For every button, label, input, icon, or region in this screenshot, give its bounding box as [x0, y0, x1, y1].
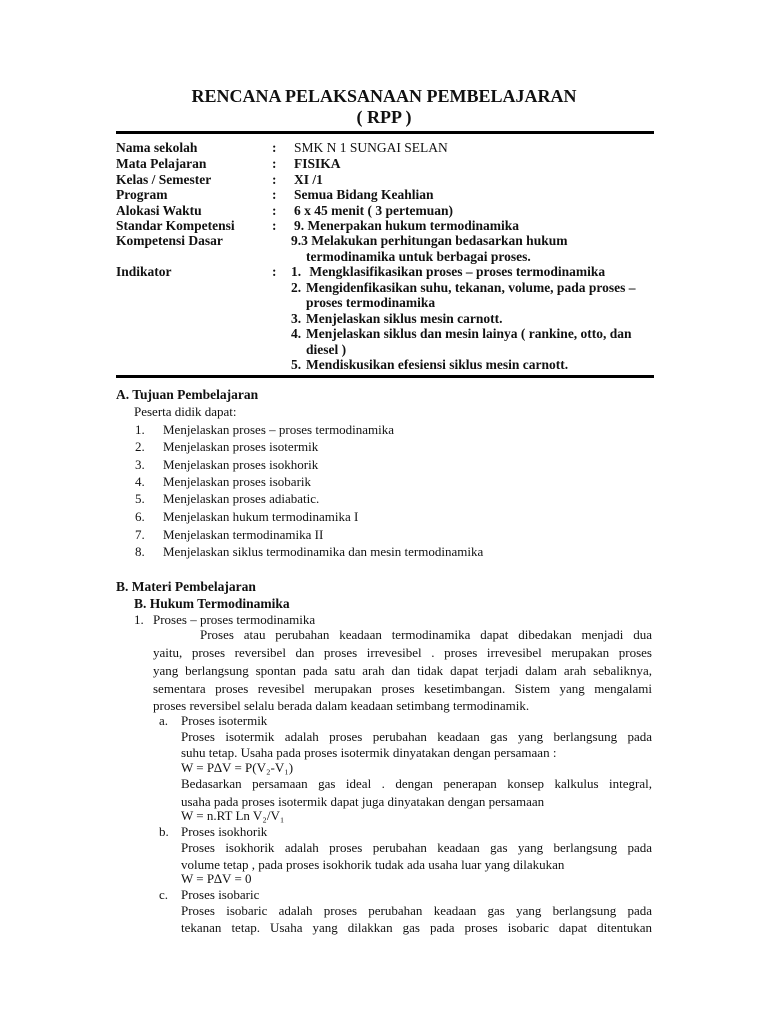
tujuan-num-1: 1. — [135, 422, 145, 437]
colon: : — [272, 264, 277, 279]
section-a-heading: A. Tujuan Pembelajaran — [116, 387, 259, 402]
document-title: RENCANA PELAKSANAAN PEMBELAJARAN — [191, 86, 577, 106]
label-nama-sekolah: Nama sekolah — [116, 140, 198, 155]
document-subtitle: ( RPP ) — [356, 107, 412, 127]
label-program: Program — [116, 187, 168, 202]
tujuan-item-2: Menjelaskan proses isotermik — [163, 439, 319, 454]
indikator-text-3: Menjelaskan siklus mesin carnott. — [306, 311, 503, 326]
indikator-text-4a: Menjelaskan siklus dan mesin lainya ( rankine, otto, dan — [306, 326, 632, 341]
paragraph-line-2: yaitu, proses reversibel dan proses irrevesibel . proses irrevesibel merupakan proses — [153, 645, 652, 660]
tujuan-item-6: Menjelaskan hukum termodinamika I — [163, 509, 359, 524]
tujuan-num-4: 4. — [135, 474, 145, 489]
label-kompetensi-dasar: Kompetensi Dasar — [116, 233, 223, 248]
value-nama-sekolah: SMK N 1 SUNGAI SELAN — [294, 140, 448, 155]
bottom-rule — [116, 375, 654, 378]
tujuan-num-6: 6. — [135, 509, 145, 524]
isotermik-line-4: usaha pada proses isotermik dapat juga dinyatakan dengan persamaan — [181, 794, 545, 809]
colon: : — [272, 187, 277, 202]
indikator-num-4: 4. — [291, 326, 302, 341]
label-alokasi-waktu: Alokasi Waktu — [116, 203, 202, 218]
paragraph-line-5: proses reversibel selalu berada dalam keadaan setimbang termodinamik. — [153, 698, 530, 713]
section-b-heading: B. Materi Pembelajaran — [116, 579, 256, 594]
isokhorik-line-2: volume tetap , pada proses isokhorik tudak ada usaha luar yang dilakukan — [181, 857, 565, 872]
label-mata-pelajaran: Mata Pelajaran — [116, 156, 207, 171]
indikator-text-2b: proses termodinamika — [306, 295, 436, 310]
paragraph-line-4: sementara proses revesibel merupakan proses kesetimbangan. Sistem yang mengalami — [153, 681, 652, 696]
indikator-text-4b: diesel ) — [306, 342, 347, 357]
colon: : — [272, 172, 277, 187]
value-mata-pelajaran: FISIKA — [294, 156, 341, 171]
formula-isotermik-2: W = n.RT Ln V₂/V₁ — [181, 808, 285, 823]
tujuan-num-7: 7. — [135, 527, 145, 542]
isotermik-line-2: suhu tetap. Usaha pada proses isotermik dinyatakan dengan persamaan : — [181, 745, 557, 760]
materi-num-1: 1. — [134, 612, 144, 627]
indikator-text-5: Mendiskusikan efesiensi siklus mesin carnott. — [306, 357, 569, 372]
subitem-a-title: Proses isotermik — [181, 713, 268, 728]
isobaric-line-1: Proses isobaric adalah proses perubahan keadaan gas yang berlangsung pada — [181, 903, 652, 918]
tujuan-item-3: Menjelaskan proses isokhorik — [163, 457, 319, 472]
colon: : — [272, 203, 277, 218]
indikator-text-1: Mengklasifikasikan proses – proses termodinamika — [306, 264, 606, 279]
subitem-a-label: a. — [159, 713, 169, 728]
value-kompetensi-dasar-line1: 9.3 Melakukan perhitungan bedasarkan hukum — [291, 233, 568, 248]
colon: : — [272, 156, 277, 171]
isobaric-line-2: tekanan tetap. Usaha yang dilakkan gas pada proses isobaric dapat ditentukan — [181, 920, 652, 935]
label-standar-kompetensi: Standar Kompetensi — [116, 218, 235, 233]
tujuan-item-4: Menjelaskan proses isobarik — [163, 474, 312, 489]
colon: : — [272, 218, 277, 233]
indikator-num-3: 3. — [291, 311, 302, 326]
tujuan-item-7: Menjelaskan termodinamika II — [163, 527, 324, 542]
tujuan-num-8: 8. — [135, 544, 145, 559]
formula-isotermik-1: W = P∆V = P(V₂-V₁) — [181, 760, 294, 775]
tujuan-num-3: 3. — [135, 457, 145, 472]
indikator-text-2a: Mengidenfikasikan suhu, tekanan, volume, pada proses – — [306, 280, 636, 295]
tujuan-intro: Peserta didik dapat: — [134, 404, 237, 419]
indikator-num-1: 1. — [291, 264, 302, 279]
paragraph-line-1: Proses atau perubahan keadaan termodinamika dapat dibedakan menjadi dua — [200, 627, 652, 642]
tujuan-num-2: 2. — [135, 439, 145, 454]
label-kelas-semester: Kelas / Semester — [116, 172, 212, 187]
tujuan-item-8: Menjelaskan siklus termodinamika dan mesin termodinamika — [163, 544, 484, 559]
subitem-c-title: Proses isobaric — [181, 887, 260, 902]
colon: : — [272, 140, 277, 155]
tujuan-item-5: Menjelaskan proses adiabatic. — [163, 491, 320, 506]
top-rule — [116, 131, 654, 134]
paragraph-line-3: yang berlangsung spontan pada satu arah dan tidak dapat terjadi dalam arah sebaliknya, — [153, 663, 652, 678]
tujuan-num-5: 5. — [135, 491, 145, 506]
tujuan-item-1: Menjelaskan proses – proses termodinamika — [163, 422, 395, 437]
subitem-b-label: b. — [159, 824, 169, 839]
subitem-b-title: Proses isokhorik — [181, 824, 268, 839]
isotermik-line-3: Bedasarkan persamaan gas ideal . dengan penerapan konsep kalkulus integral, — [181, 776, 652, 791]
indikator-num-2: 2. — [291, 280, 302, 295]
value-standar-kompetensi: 9. Menerpakan hukum termodinamika — [294, 218, 520, 233]
indikator-num-5: 5. — [291, 357, 302, 372]
isotermik-line-1: Proses isotermik adalah proses perubahan keadaan gas yang berlangsung pada — [181, 729, 652, 744]
value-kelas-semester: XI /1 — [294, 172, 323, 187]
value-program: Semua Bidang Keahlian — [294, 187, 434, 202]
label-indikator: Indikator — [116, 264, 172, 279]
value-alokasi-waktu: 6 x 45 menit ( 3 pertemuan) — [294, 203, 453, 218]
section-b-subheading: B. Hukum Termodinamika — [134, 596, 290, 611]
subitem-c-label: c. — [159, 887, 169, 902]
formula-isokhorik: W = P∆V = 0 — [181, 871, 252, 886]
materi-item-1-title: Proses – proses termodinamika — [153, 612, 316, 627]
isokhorik-line-1: Proses isokhorik adalah proses perubahan keadaan gas yang berlangsung pada — [181, 840, 652, 855]
value-kompetensi-dasar-line2: termodinamika untuk berbagai proses. — [306, 249, 531, 264]
